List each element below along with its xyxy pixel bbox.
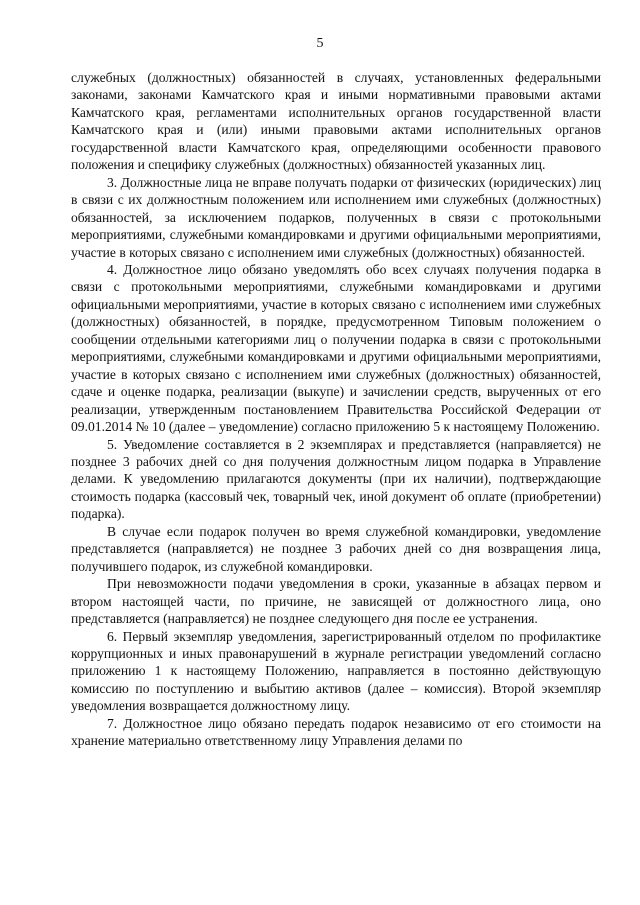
paragraph-item-5-business-trip: В случае если подарок получен во время служебной командировки, уведомление представляется (направляется) не позднее 3 рабочих дней со дня возвращения лица, получившего подарок, из служебной командировки. — [71, 523, 601, 574]
paragraph-item-3: 3. Должностные лица не вправе получать подарки от физических (юридических) лиц в связи с их должностным положением или исполнением ими служебных (должностных) обязанностей, за исключением подарков, полученных в связи с протокольными мероприятиями, служебными командировками и другими официальными мероприятиями, участие в которых связано с исполнением ими служебных (должностных) обязанностей. — [71, 174, 602, 260]
document-body — [71, 69, 601, 750]
paragraph-item-4: 4. Должностное лицо обязано уведомлять обо всех случаях получения подарка в связи с протокольными мероприятиями, служебными командировками и другими официальными мероприятиями, участие в которых связано с исполнением ими служебных (должностных) обязанностей, в порядке, предусмотренном Типовым положением о сообщении отдельными категориями лиц о получении подарка в связи с протокольными мероприятиями, служебными командировками и другими официальными мероприятиями, участие в которых связано с исполнением ими служебных (должностных) обязанностей, сдаче и оценке подарка, реализации (выкупе) и зачислении средств, вырученных от его реализации, утвержденным постановлением Правительства Российской Федерации от 09.01.2014 № 10 (далее – уведомление) согласно приложению 5 к настоящему Положению. — [71, 261, 601, 435]
paragraph-item-5-impossibility: При невозможности подачи уведомления в сроки, указанные в абзацах первом и втором настоящей части, по причине, не зависящей от должностного лица, оно представляется (направляется) не позднее следующего дня после ее устранения. — [71, 576, 601, 627]
paragraph-item-5: 5. Уведомление составляется в 2 экземплярах и представляется (направляется) не позднее 3 рабочих дней со дня получения должностным лицом подарка в Управление делами. К уведомлению прилагаются документы (при их наличии), подтверждающие стоимость подарка (кассовый чек, товарный чек, иной документ об оплате (приобретении) подарка). — [71, 436, 601, 522]
paragraph-continuation: служебных (должностных) обязанностей в случаях, установленных федеральными законами, законами Камчатского края и иными нормативными правовыми актами Камчатского края, регламентами исполнительных органов государственной власти Камчатского края и (или) иными правовыми актами исполнительных органов государственной власти Камчатского края, определяющими особенности правового положения и специфику служебных (должностных) обязанностей указанных лиц. — [71, 70, 601, 173]
page-number: 5 — [316, 36, 324, 51]
paragraph-item-6: 6. Первый экземпляр уведомления, зарегистрированный отделом по профилактике коррупционных и иных правонарушений в журнале регистрации уведомлений согласно приложению 1 к настоящему Положению, направляется в постоянно действующую комиссию по поступлению и выбытию активов (далее – комиссия). Второй экземпляр уведомления возвращается должностному лицу. — [71, 628, 601, 714]
paragraph-item-7: 7. Должностное лицо обязано передать подарок независимо от его стоимости на хранение материально ответственному лицу Управления делами по — [71, 715, 601, 749]
